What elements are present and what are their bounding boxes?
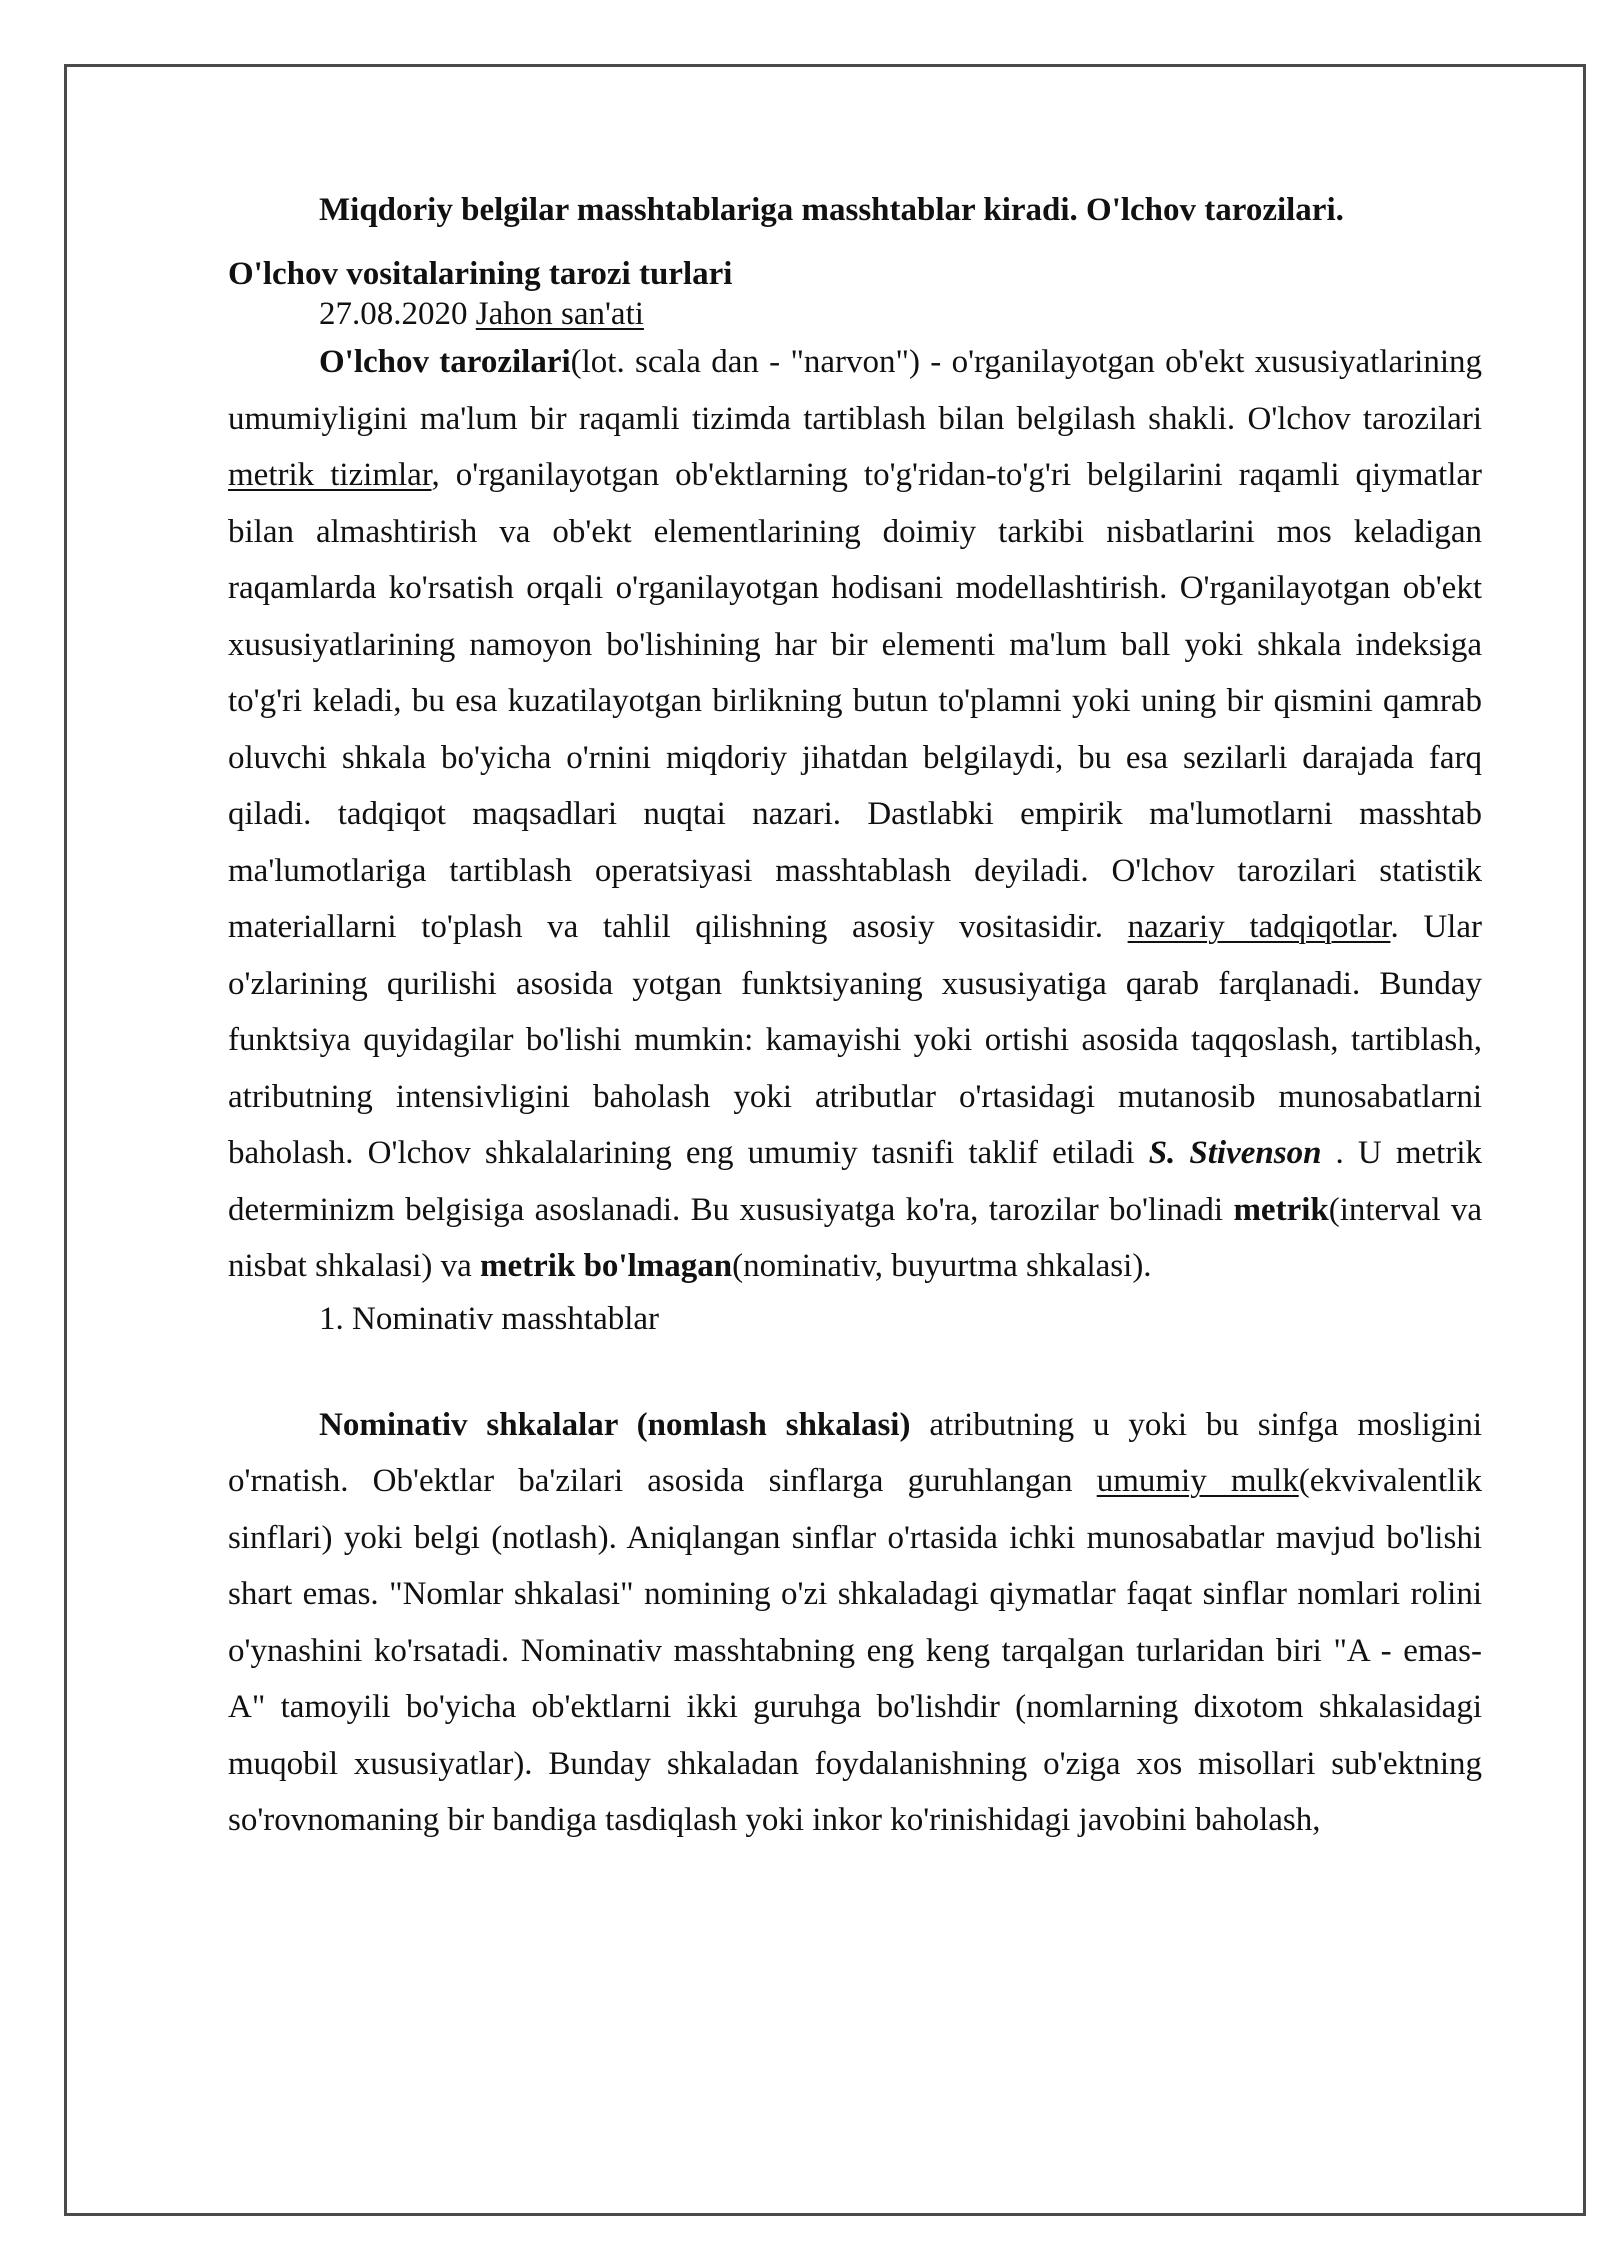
paragraph-intro bbox=[228, 334, 1482, 1295]
paragraph-text: (nominativ, buyurtma shkalasi). bbox=[732, 1248, 1152, 1284]
document-title: Miqdoriy belgilar masshtablariga masshtablar kiradi. O'lchov tarozilari. bbox=[319, 192, 1344, 228]
link-umumiy-mulk[interactable]: umumiy mulk bbox=[1096, 1463, 1299, 1499]
paragraph-text: . Ular o'zlarining qurilishi asosida yotgan funktsiyaning xususiyatiga qarab farqlanadi. Bunday funktsiya quyidagilar bo'lishi mumkin: kamayishi yoki ortishi asosida taqqoslash, tartiblash, atributning intensivligini baholash yoki atributlar o'rtasidagi mutanosib munosabatlarni baholash. O'lchov shkalalarining eng umumiy tasnifi taklif etiladi bbox=[228, 909, 1482, 1171]
date-line bbox=[319, 294, 1482, 334]
spacer bbox=[228, 1343, 1482, 1397]
document-subtitle: O'lchov vositalarining tarozi turlari bbox=[228, 256, 733, 292]
publish-date: 27.08.2020 bbox=[319, 296, 468, 332]
term-nominativ-shkalalar: Nominativ shkalalar (nomlash shkalasi) bbox=[319, 1406, 911, 1443]
term-olchov-tarozilari: O'lchov tarozilari bbox=[319, 344, 571, 380]
term-metrik-bolmagan: metrik bo'lmagan bbox=[480, 1248, 733, 1284]
paragraph-text: (interval va nisbat shkalasi) va bbox=[228, 1191, 1482, 1284]
category-link[interactable]: Jahon san'ati bbox=[475, 296, 644, 332]
paragraph-nominativ bbox=[228, 1397, 1482, 1849]
paragraph-text: . U metrik determinizm belgisiga asoslanadi. Bu xususiyatga ko'ra, tarozilar bo'linadi bbox=[228, 1135, 1482, 1228]
section-heading-nominativ: 1. Nominativ masshtablar bbox=[319, 1300, 660, 1337]
paragraph-text: , o'rganilayotgan ob'ektlarning to'g'ridan-to'g'ri belgilarini raqamli qiymatlar bilan almashtirish va ob'ekt elementlarining doimiy tarkibi nisbatlarini mos keladigan raqamlarda ko'rsatish orqali o'rganilayotgan hodisani modellashtirish. O'rganilayotgan ob'ekt xususiyatlarining namoyon bo'lishining har bir elementi ma'lum ball yoki shkala indeksiga to'g'ri keladi, bu esa kuzatilayotgan birlikning butun to'plamni yoki uning bir qismini qamrab oluvchi shkala bo'yicha o'rnini miqdoriy jihatdan belgilaydi, bu esa sezilarli darajada farq qiladi. tadqiqot maqsadlari nuqtai nazari. Dastlabki empirik ma'lumotlarni masshtab ma'lumotlariga tartiblash operatsiyasi masshtablash deyiladi. O'lchov tarozilari statistik materiallarni to'plash va tahlil qilishning asosiy vositasidir. bbox=[228, 457, 1482, 945]
author-name: S. Stivenson bbox=[1148, 1135, 1322, 1171]
document-body bbox=[228, 182, 1482, 1849]
link-nazariy-tadqiqotlar[interactable]: nazariy tadqiqotlar bbox=[1127, 909, 1391, 945]
paragraph-text: (ekvivalentlik sinflari) yoki belgi (notlash). Aniqlangan sinflar o'rtasida ichki munosabatlar mavjud bo'lishi shart emas. "Nomlar shkalasi" nomining o'zi shkaladagi qiymatlar faqat sinflar nomlari rolini o'ynashini ko'rsatadi. Nominativ masshtabning eng keng tarqalgan turlaridan biri "A - emas-A" tamoyili bo'yicha ob'ektlarni ikki guruhga bo'lishdir (nomlarning dixotom shkalasidagi muqobil xususiyatlar). Bunday shkaladan foydalanishning o'ziga xos misollari sub'ektning so'rovnomaning bir bandiga tasdiqlash yoki inkor ko'rinishidagi javobini baholash, bbox=[228, 1463, 1483, 1838]
paragraph-text: (lot. scala dan - "narvon") - o'rganilayotgan ob'ekt xususiyatlarining umumiyligini ma'lum bir raqamli tizimda tartiblash bilan belgilash shakli. O'lchov tarozilari bbox=[228, 344, 1482, 437]
term-metrik: metrik bbox=[1233, 1191, 1329, 1228]
link-metrik-tizimlar[interactable]: metrik tizimlar bbox=[228, 457, 432, 493]
paragraph-text: atributning u yoki bu sinfga mosligini o'rnatish. Ob'ektlar ba'zilari asosida sinflarga guruhlangan bbox=[228, 1406, 1482, 1499]
